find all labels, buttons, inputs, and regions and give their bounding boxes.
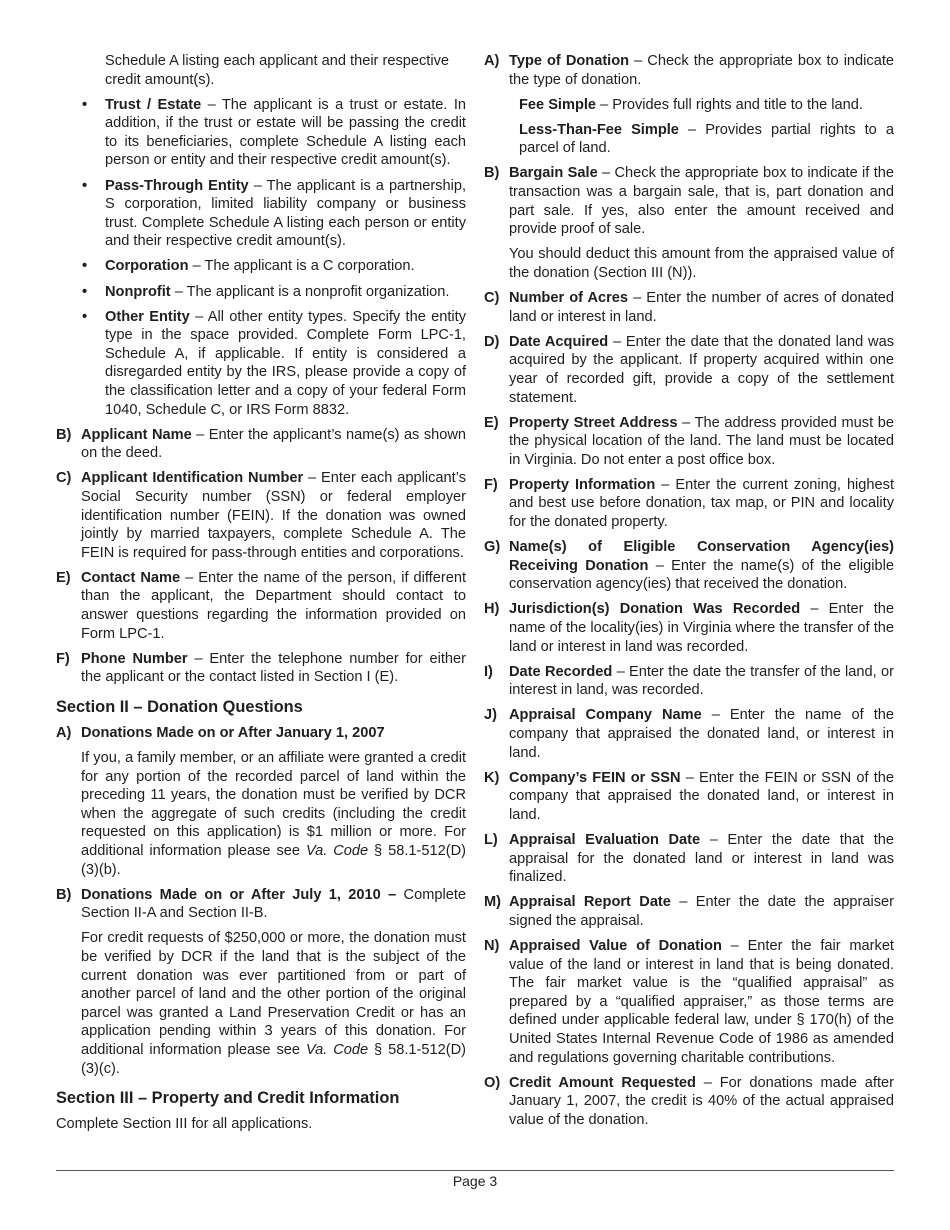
item-appraisal-company-name: J) Appraisal Company Name – Enter the name of the company that appraised the donated land, or interest in land. bbox=[484, 707, 894, 761]
page-number: Page 3 bbox=[452, 1173, 498, 1189]
bullet-icon: • bbox=[82, 177, 88, 194]
left-column bbox=[56, 52, 466, 1134]
section-3-heading: Section III – Property and Credit Information bbox=[56, 1089, 400, 1108]
less-than-fee-simple-text: Less-Than-Fee Simple – Provides partial rights to a parcel of land. bbox=[519, 121, 894, 157]
bullet-corporation: • Corporation – The applicant is a C corporation. bbox=[82, 258, 415, 275]
item-date-recorded: I) Date Recorded – Enter the date the transfer of the land, or interest in land, was recorded. bbox=[484, 663, 894, 699]
bullet-icon: • bbox=[82, 308, 88, 325]
bullet-icon: • bbox=[82, 283, 88, 300]
item-date-acquired: D) Date Acquired – Enter the date that the donated land was acquired by the applicant. If property acquired within one year of recorded gift, provide a copy of the settlement statement. bbox=[484, 333, 894, 406]
donations-2010-text: For credit requests of $250,000 or more, the donation must be verified by DCR if the land that is the subject of the current donation was ever partitioned from or part of another parcel of land and the other portion of the original parcel was granted a Land Preservation Credit or has an application pending within 3 years of this donation. For additional information please see Va. Code § 58.1-512(D)(3)(c). bbox=[81, 930, 466, 1077]
item-company-fein-ssn: K) Company’s FEIN or SSN – Enter the FEIN or SSN of the company that appraised the donated land, or interest in land. bbox=[484, 769, 894, 823]
bullet-pass-through: • Pass-Through Entity – The applicant is a partnership, S corporation, limited liability company or business trust. Complete Schedule A listing each person or entity and their respective credit amount(s). bbox=[82, 177, 467, 250]
bargain-sale-note: You should deduct this amount from the appraised value of the donation (Section III (N)). bbox=[509, 246, 894, 281]
item-donations-2007: A) Donations Made on or After January 1, 2007 bbox=[56, 724, 385, 741]
donations-2007-text: If you, a family member, or an affiliate were granted a credit for any portion of the recorded parcel of land within the preceding 11 years, the donation must be verified by DCR when the aggregate of such credits (including the credit requested on this application) is $1 million or more. For additional information please see Va. Code § 58.1-512(D)(3)(b). bbox=[81, 750, 466, 878]
item-jurisdiction: H) Jurisdiction(s) Donation Was Recorded – Enter the name of the locality(ies) in Virginia where the transfer of the land or interest in land was recorded. bbox=[484, 601, 895, 655]
item-number-of-acres: C) Number of Acres – Enter the number of acres of donated land or interest in land. bbox=[484, 290, 894, 325]
continued-text: Schedule A listing each applicant and their respective credit amount(s). bbox=[105, 53, 449, 88]
bullet-icon: • bbox=[82, 258, 88, 275]
footer-divider bbox=[56, 1170, 894, 1171]
item-donations-2010: B) Donations Made on or After July 1, 2010 – Complete Section II-A and Section II-B. bbox=[56, 886, 466, 922]
right-column bbox=[484, 52, 894, 1136]
item-applicant-name: B) Applicant Name – Enter the applicant’s name(s) as shown on the deed. bbox=[56, 426, 467, 462]
item-property-information: F) Property Information – Enter the current zoning, highest and best use before donation, tax map, or PIN and locality for the donated property. bbox=[484, 476, 895, 531]
item-credit-amount-requested: O) Credit Amount Requested – For donations made after January 1, 2007, the credit is 40% of the actual appraised value of the donation. bbox=[484, 1074, 894, 1128]
item-contact-name: E) Contact Name – Enter the name of the person, if different than the applicant, the Department should contact to answer questions regarding the information provided on Form LPC-1. bbox=[56, 569, 466, 642]
item-conservation-agency: G) Name(s) of Eligible Conservation Agency(ies) Receiving Donation – Enter the name(s) of the eligible conservation agency(ies) that received the donation. bbox=[484, 539, 894, 593]
item-property-street-address: E) Property Street Address – The address provided must be the physical location of the land. The land must be located in Virginia. Do not enter a post office box. bbox=[484, 414, 894, 468]
bullet-nonprofit: • Nonprofit – The applicant is a nonprofit organization. bbox=[82, 283, 450, 300]
item-appraised-value: N) Appraised Value of Donation – Enter the fair market value of the land or interest in land that is being donated. The fair market value is the “qualified appraisal” as prepared by a “qualified appraiser,” as those terms are defined under applicable federal law, under § 170(h) of the United States Internal Revenue Code of 1986 as amended and regulations governing charitable contributions. bbox=[484, 937, 894, 1066]
item-applicant-id: C) Applicant Identification Number – Enter each applicant’s Social Security number (SSN) or federal employer identification number (FEIN). If the donation was owned jointly by married taxpayers, complete Schedule A. The FEIN is required for pass-through entities and corporations. bbox=[56, 470, 466, 561]
section-3-text: Complete Section III for all applications. bbox=[56, 1116, 313, 1133]
item-type-of-donation: A) Type of Donation – Check the appropriate box to indicate the type of donation. bbox=[484, 53, 894, 88]
fee-simple-text: Fee Simple – Provides full rights and title to the land. bbox=[519, 96, 863, 113]
bullet-other-entity: • Other Entity – All other entity types. Specify the entity type in the space provided. Complete Form LPC-1, Schedule A, if applicable. If entity is considered a disregarded entity by the IRS, please provide a copy of the classification letter and a copy of your federal Form 1040, Schedule C, or IRS Form 8832. bbox=[82, 308, 467, 418]
bullet-icon: • bbox=[82, 96, 88, 113]
bullet-trust-estate: • Trust / Estate – The applicant is a trust or estate. In addition, if the trust or estate will be passing the credit to its beneficiaries, complete Schedule A listing each person or entity and their respective credit amount(s). bbox=[82, 96, 466, 169]
item-appraisal-report-date: M) Appraisal Report Date – Enter the date the appraiser signed the appraisal. bbox=[484, 894, 894, 929]
item-phone-number: F) Phone Number – Enter the telephone number for either the applicant or the contact listed in Section I (E). bbox=[56, 650, 466, 686]
section-2-heading: Section II – Donation Questions bbox=[56, 697, 303, 716]
item-bargain-sale: B) Bargain Sale – Check the appropriate box to indicate if the transaction was a bargain sale, that is, part donation and part sale. If yes, also enter the amount received and provide proof of sale. bbox=[484, 165, 894, 238]
item-appraisal-evaluation-date: L) Appraisal Evaluation Date – Enter the date that the appraisal for the donated land or interest in land was finalized. bbox=[484, 831, 894, 886]
